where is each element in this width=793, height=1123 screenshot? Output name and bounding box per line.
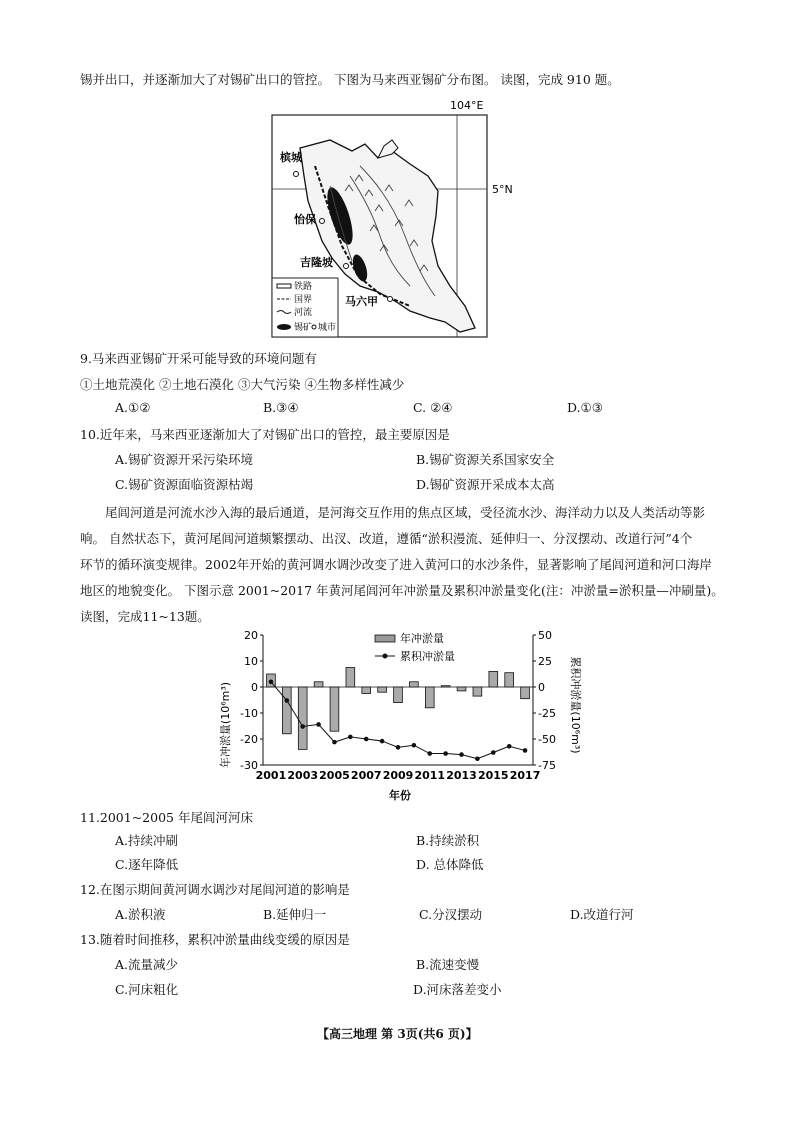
- chart-cumulative-point: [427, 751, 432, 756]
- chart-bar: [282, 687, 291, 734]
- chart-xlabel: 年份: [389, 789, 411, 802]
- passage-line-4: 地区的地貌变化。 下图示意 2001~2017 年黄河尾闾河年冲淤量及累积冲淤量变化(注：冲淤量=淤积量—冲刷量)。: [80, 583, 724, 598]
- chart-ytick-label: 10: [244, 655, 258, 668]
- chart-y2tick-label: -75: [538, 759, 556, 772]
- legend-river: 河流: [294, 308, 313, 318]
- chart-y2tick-label: -25: [538, 707, 556, 720]
- map-svg: [260, 96, 520, 346]
- legend-line-marker: [383, 654, 388, 659]
- q11-option-c: C.逐年降低: [115, 857, 179, 872]
- chart-ytick-label: -20: [240, 733, 258, 746]
- city-dot-malacca: [388, 297, 393, 302]
- passage-line-5: 读图，完成11~13题。: [80, 609, 210, 624]
- q13-option-c: C.河床粗化: [115, 982, 179, 997]
- chart-cumulative-point: [475, 756, 480, 761]
- q10-option-c: C.锡矿资源面临资源枯竭: [115, 477, 254, 492]
- chart-bar: [521, 687, 530, 699]
- q10-option-d: D.锡矿资源开采成本太高: [416, 477, 555, 492]
- q13-stem: 13.随着时间推移，累积冲淤量曲线变缓的原因是: [80, 932, 350, 947]
- chart-cumulative-point: [364, 737, 369, 742]
- chart-xtick-label: 2011: [414, 769, 446, 782]
- chart-cumulative-point: [396, 745, 401, 750]
- chart-bar: [457, 687, 466, 691]
- city-dot-ipoh: [320, 219, 325, 224]
- q11-option-b: B.持续淤积: [416, 833, 480, 848]
- map-lon-label: 104°E: [450, 99, 484, 112]
- chart-cumulative-point: [300, 724, 305, 729]
- legend-railway-symbol: [277, 284, 291, 288]
- q13-option-d: D.河床落差变小: [413, 982, 502, 997]
- chart-cumulative-point: [285, 698, 290, 703]
- chart-cumulative-point: [316, 722, 321, 727]
- q11-stem: 11.2001~2005 年尾闾河河床: [80, 810, 253, 825]
- city-dot-kl: [344, 264, 349, 269]
- chart-cumulative-point: [491, 750, 496, 755]
- chart-y2tick-label: 25: [538, 655, 552, 668]
- map-lat-label: 5°N: [492, 183, 513, 196]
- chart-bar: [410, 682, 419, 687]
- q10-option-a: A.锡矿资源开采污染环境: [115, 452, 254, 467]
- legend-border: 国界: [294, 295, 313, 305]
- chart-bar: [441, 686, 450, 687]
- q9-option-d: D.①③: [567, 400, 603, 415]
- city-dot-penang: [294, 172, 299, 177]
- legend-bar-swatch: [375, 635, 395, 642]
- passage-line-1: 尾闾河道是河流水沙入海的最后通道，是河海交互作用的焦点区域，受径流水沙、海洋动力以及人类活动等影: [105, 505, 706, 520]
- chart-y2tick-label: 0: [538, 681, 545, 694]
- chart-xtick-label: 2015: [477, 769, 509, 782]
- chart-y2label: 累积冲淤量(10⁶m³): [569, 656, 582, 754]
- chart-cumulative-point: [380, 739, 385, 744]
- chart-bar: [346, 668, 355, 688]
- chart-cumulative-point: [348, 735, 353, 740]
- chart-cumulative-point: [412, 743, 417, 748]
- chart-xtick-label: 2001: [255, 769, 287, 782]
- q11-option-d: D. 总体降低: [416, 857, 484, 872]
- chart-bar: [425, 687, 434, 708]
- city-penang: 槟城: [280, 151, 302, 164]
- chart-cumulative-point: [523, 748, 528, 753]
- chart-bar: [473, 687, 482, 696]
- chart-xtick-label: 2007: [350, 769, 382, 782]
- chart-cumulative-point: [443, 751, 448, 756]
- chart-xtick-label: 2017: [509, 769, 541, 782]
- city-ipoh: 怡保: [294, 213, 316, 226]
- q12-stem: 12.在图示期间黄河调水调沙对尾闾河道的影响是: [80, 882, 350, 897]
- legend-bar-label: 年冲淤量: [400, 632, 444, 645]
- chart-bar: [378, 687, 387, 692]
- intro-line: 锡并出口，并逐渐加大了对锡矿出口的管控。 下图为马来西亚锡矿分布图。 读图，完成 910 题。: [80, 72, 620, 87]
- chart-cumulative-point: [459, 752, 464, 757]
- legend-city: 城市: [318, 323, 337, 333]
- chart-bar: [314, 682, 323, 687]
- legend-tin-symbol: [277, 324, 291, 330]
- legend-city-symbol: [312, 325, 316, 329]
- q13-option-b: B.流速变慢: [416, 957, 480, 972]
- q12-option-d: D.改道行河: [570, 907, 634, 922]
- q10-stem: 10.近年来，马来西亚逐渐加大了对锡矿出口的管控，最主要原因是: [80, 427, 450, 442]
- chart-y2tick-label: 50: [538, 629, 552, 642]
- legend-line-label: 累积冲淤量: [400, 650, 455, 663]
- passage-line-2: 响。 自然状态下，黄河尾闾河道频繁摆动、出汊、改道，遵循“淤积漫流、延伸归一、分汊摆动、改道行河”4个: [80, 531, 693, 546]
- legend-railway: 铁路: [294, 282, 313, 292]
- chart-bar: [394, 687, 403, 703]
- chart-bar: [505, 673, 514, 687]
- chart-bar: [362, 687, 371, 694]
- q10-option-b: B.锡矿资源关系国家安全: [416, 452, 555, 467]
- chart-bar: [330, 687, 339, 731]
- city-malacca: 马六甲: [345, 295, 378, 308]
- city-kl: 吉隆坡: [300, 256, 333, 269]
- q9-option-b: B.③④: [263, 400, 299, 415]
- chart-xtick-label: 2009: [382, 769, 414, 782]
- chart-ytick-label: 20: [244, 629, 258, 642]
- passage: [80, 500, 730, 630]
- chart-ytick-label: 0: [251, 681, 258, 694]
- sediment-chart: [215, 625, 585, 805]
- malaysia-tin-map: [260, 96, 520, 346]
- chart-legend: [375, 631, 455, 663]
- q9-items: ①土地荒漠化 ②土地石漠化 ③大气污染 ④生物多样性减少: [80, 377, 405, 392]
- chart-svg: [215, 625, 585, 805]
- chart-ylabel: 年冲淤量(10⁶m³): [219, 681, 232, 769]
- q12-option-a: A.淤积液: [115, 907, 166, 922]
- chart-xtick-label: 2003: [287, 769, 319, 782]
- chart-y2tick-label: -50: [538, 733, 556, 746]
- chart-bar: [298, 687, 307, 749]
- q9-option-a: A.①②: [115, 400, 151, 415]
- passage-line-3: 环节的循环演变规律。2002年开始的黄河调水调沙改变了进入黄河口的水沙条件，显著影响了尾闾河道和河口海岸: [80, 557, 712, 572]
- chart-cumulative-point: [269, 680, 274, 685]
- q12-option-c: C.分汊摆动: [419, 907, 483, 922]
- q9-stem: 9.马来西亚锡矿开采可能导致的环境问题有: [80, 351, 317, 366]
- chart-xtick-label: 2005: [319, 769, 350, 782]
- chart-ytick-label: -10: [240, 707, 258, 720]
- q13-option-a: A.流量减少: [115, 957, 179, 972]
- legend-tin: 锡矿: [294, 323, 313, 333]
- q11-option-a: A.持续冲刷: [115, 833, 179, 848]
- chart-xtick-label: 2013: [446, 769, 477, 782]
- q12-option-b: B.延伸归一: [263, 907, 327, 922]
- page-footer: 【高三地理 第 3页(共6 页)】: [317, 1027, 478, 1041]
- chart-cumulative-point: [332, 740, 337, 745]
- q9-option-c: C. ②④: [413, 400, 453, 415]
- chart-bar: [489, 671, 498, 687]
- chart-cumulative-point: [507, 744, 512, 749]
- chart-ytick-label: -30: [240, 759, 258, 772]
